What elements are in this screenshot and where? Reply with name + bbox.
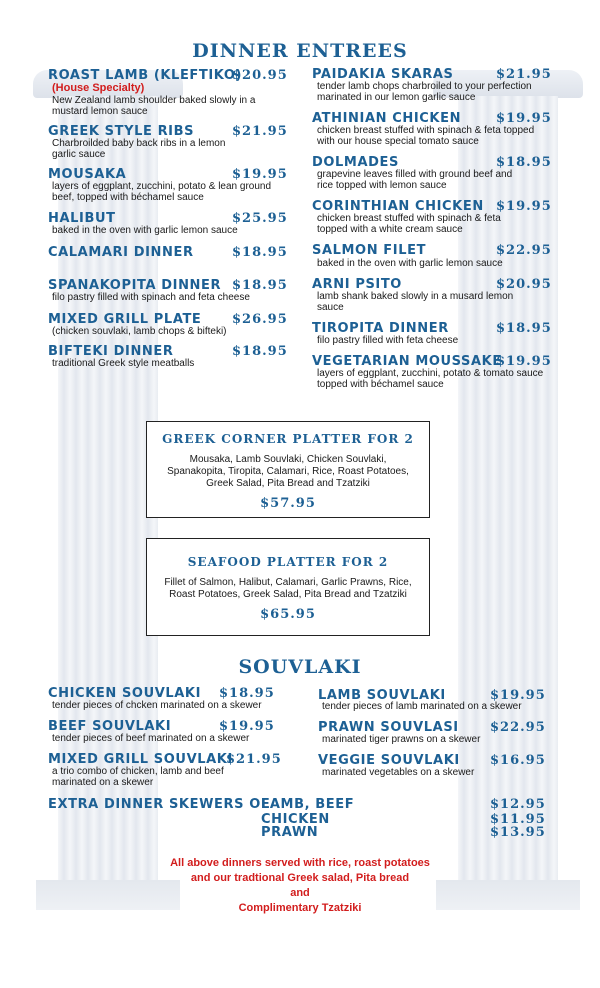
platter-description: Mousaka, Lamb Souvlaki, Chicken Souvlaki, Spanakopita, Tiropita, Calamari, Rice, Roast Potatoes, Greek Salad, Pita Bread and Tzatziki [167, 454, 409, 489]
item-description: chicken breast stuffed with spinach & feta topped with a white cream sauce [317, 213, 501, 235]
footer-note [0, 856, 600, 916]
item-price: $18.95 [496, 321, 552, 336]
platter-title: SEAFOOD PLATTER FOR 2 [187, 555, 389, 569]
item-description: layers of eggplant, zucchini, potato & lean ground beef, topped with béchamel sauce [52, 181, 272, 203]
item-price: $18.95 [219, 686, 275, 701]
item-name: VEGETARIAN MOUSSAKE [312, 354, 502, 369]
item-description: a trio combo of chicken, lamb and beef marinated on a skewer [52, 766, 224, 788]
item-description: marinated vegetables on a skewer [322, 767, 475, 778]
item-price: $26.95 [232, 312, 288, 327]
item-price: $18.95 [232, 245, 288, 260]
item-price: $21.95 [232, 124, 288, 139]
item-name: MIXED GRILL PLATE [48, 312, 202, 327]
item-description: grapevine leaves filled with ground beef and rice topped with lemon sauce [317, 169, 513, 191]
item-price: $18.95 [232, 278, 288, 293]
item-price: $21.95 [496, 67, 552, 82]
item-description: filo pastry filled with spinach and feta cheese [52, 292, 250, 303]
item-price: $18.95 [496, 155, 552, 170]
item-name: ARNI PSITO [312, 277, 402, 292]
footer-line: All above dinners served with rice, roast potatoes [170, 857, 430, 869]
item-description: (chicken souvlaki, lamb chops & bifteki) [52, 326, 227, 337]
extra-item-price: $12.95 [490, 797, 546, 812]
extra-skewers-label: EXTRA DINNER SKEWERS OF [48, 797, 271, 812]
souvlaki-heading: SOUVLAKI [238, 656, 362, 678]
item-description: tender pieces of lamb marinated on a skewer [322, 701, 522, 712]
footer-line: and our tradtional Greek salad, Pita bread [190, 872, 410, 884]
item-name: BEEF SOUVLAKI [48, 719, 172, 734]
item-description: layers of eggplant, zucchini, potato & tomato sauce topped with béchamel sauce [317, 368, 544, 390]
item-price: $18.95 [232, 344, 288, 359]
item-price: $19.95 [496, 199, 552, 214]
item-price: $22.95 [490, 720, 546, 735]
right-column-decoration [448, 70, 568, 910]
item-name: ATHINIAN CHICKEN [312, 111, 462, 126]
item-description: tender pieces of chcken marinated on a skewer [52, 700, 262, 711]
house-specialty-note: (House Specialty) [52, 82, 145, 94]
extra-item-name: CHICKEN [261, 812, 330, 827]
item-description: chicken breast stuffed with spinach & feta topped with our house special tomato sauce [317, 125, 535, 147]
item-name: SPANAKOPITA DINNER [48, 278, 222, 293]
item-name: TIROPITA DINNER [312, 321, 449, 336]
dinner-entrees-heading: DINNER ENTREES [192, 40, 408, 62]
platter-title: GREEK CORNER PLATTER FOR 2 [162, 432, 414, 446]
item-price: $19.95 [490, 688, 546, 703]
item-price: $22.95 [496, 243, 552, 258]
item-name: LAMB SOUVLAKI [318, 688, 446, 703]
item-price: $19.95 [232, 167, 288, 182]
item-price: $19.95 [219, 719, 275, 734]
item-description: tender lamb chops charbroiled to your perfection marinated in our lemon garlic sauce [317, 81, 532, 103]
item-name: CALAMARI DINNER [48, 245, 194, 260]
item-description: baked in the oven with garlic lemon sauce [317, 258, 503, 269]
item-name: VEGGIE SOUVLAKI [318, 753, 460, 768]
item-description: baked in the oven with garlic lemon sauce [52, 225, 238, 236]
item-name: HALIBUT [48, 211, 116, 226]
extra-item-price: $11.95 [490, 812, 546, 827]
item-name: MIXED GRILL SOUVLAKI [48, 752, 233, 767]
platter-description: Fillet of Salmon, Halibut, Calamari, Garlic Prawns, Rice, Roast Potatoes, Greek Salad, Pita Bread and Tzatziki [164, 577, 412, 600]
item-name: MOUSAKA [48, 167, 127, 182]
platter-price: $65.95 [260, 607, 316, 622]
footer-line: and [290, 887, 310, 899]
item-description: Charbroilded baby back ribs in a lemon garlic sauce [52, 138, 226, 160]
extra-item-price: $13.95 [490, 825, 546, 840]
item-description: New Zealand lamb shoulder baked slowly in a mustard lemon sauce [52, 95, 256, 117]
item-description: tender pieces of beef marinated on a skewer [52, 733, 250, 744]
platter-price: $57.95 [260, 496, 316, 511]
item-price: $25.95 [232, 211, 288, 226]
item-price: $19.95 [496, 111, 552, 126]
item-name: DOLMADES [312, 155, 399, 170]
item-description: filo pastry filled with feta cheese [317, 335, 459, 346]
item-name: CORINTHIAN CHICKEN [312, 199, 484, 214]
item-name: ROAST LAMB (KLEFTIKO) [48, 68, 243, 83]
item-description: marinated tiger prawns on a skewer [322, 734, 481, 745]
item-price: $21.95 [226, 752, 282, 767]
item-name: CHICKEN SOUVLAKI [48, 686, 202, 701]
footer-line: Complimentary Tzatziki [238, 902, 362, 914]
extra-item-name: LAMB, BEEF [261, 797, 355, 812]
item-name: PAIDAKIA SKARAS [312, 67, 454, 82]
item-price: $16.95 [490, 753, 546, 768]
item-name: SALMON FILET [312, 243, 427, 258]
item-price: $20.95 [496, 277, 552, 292]
greek-corner-platter-box [146, 421, 430, 518]
item-price: $20.95 [232, 68, 288, 83]
item-description: traditional Greek style meatballs [52, 358, 195, 369]
item-name: PRAWN SOUVLASI [318, 720, 459, 735]
item-description: lamb shank baked slowly in a musard lemon sauce [317, 291, 514, 313]
seafood-platter-box [146, 538, 430, 636]
item-price: $19.95 [496, 354, 552, 369]
item-name: BIFTEKI DINNER [48, 344, 174, 359]
extra-item-name: PRAWN [261, 825, 319, 840]
item-name: GREEK STYLE RIBS [48, 124, 195, 139]
